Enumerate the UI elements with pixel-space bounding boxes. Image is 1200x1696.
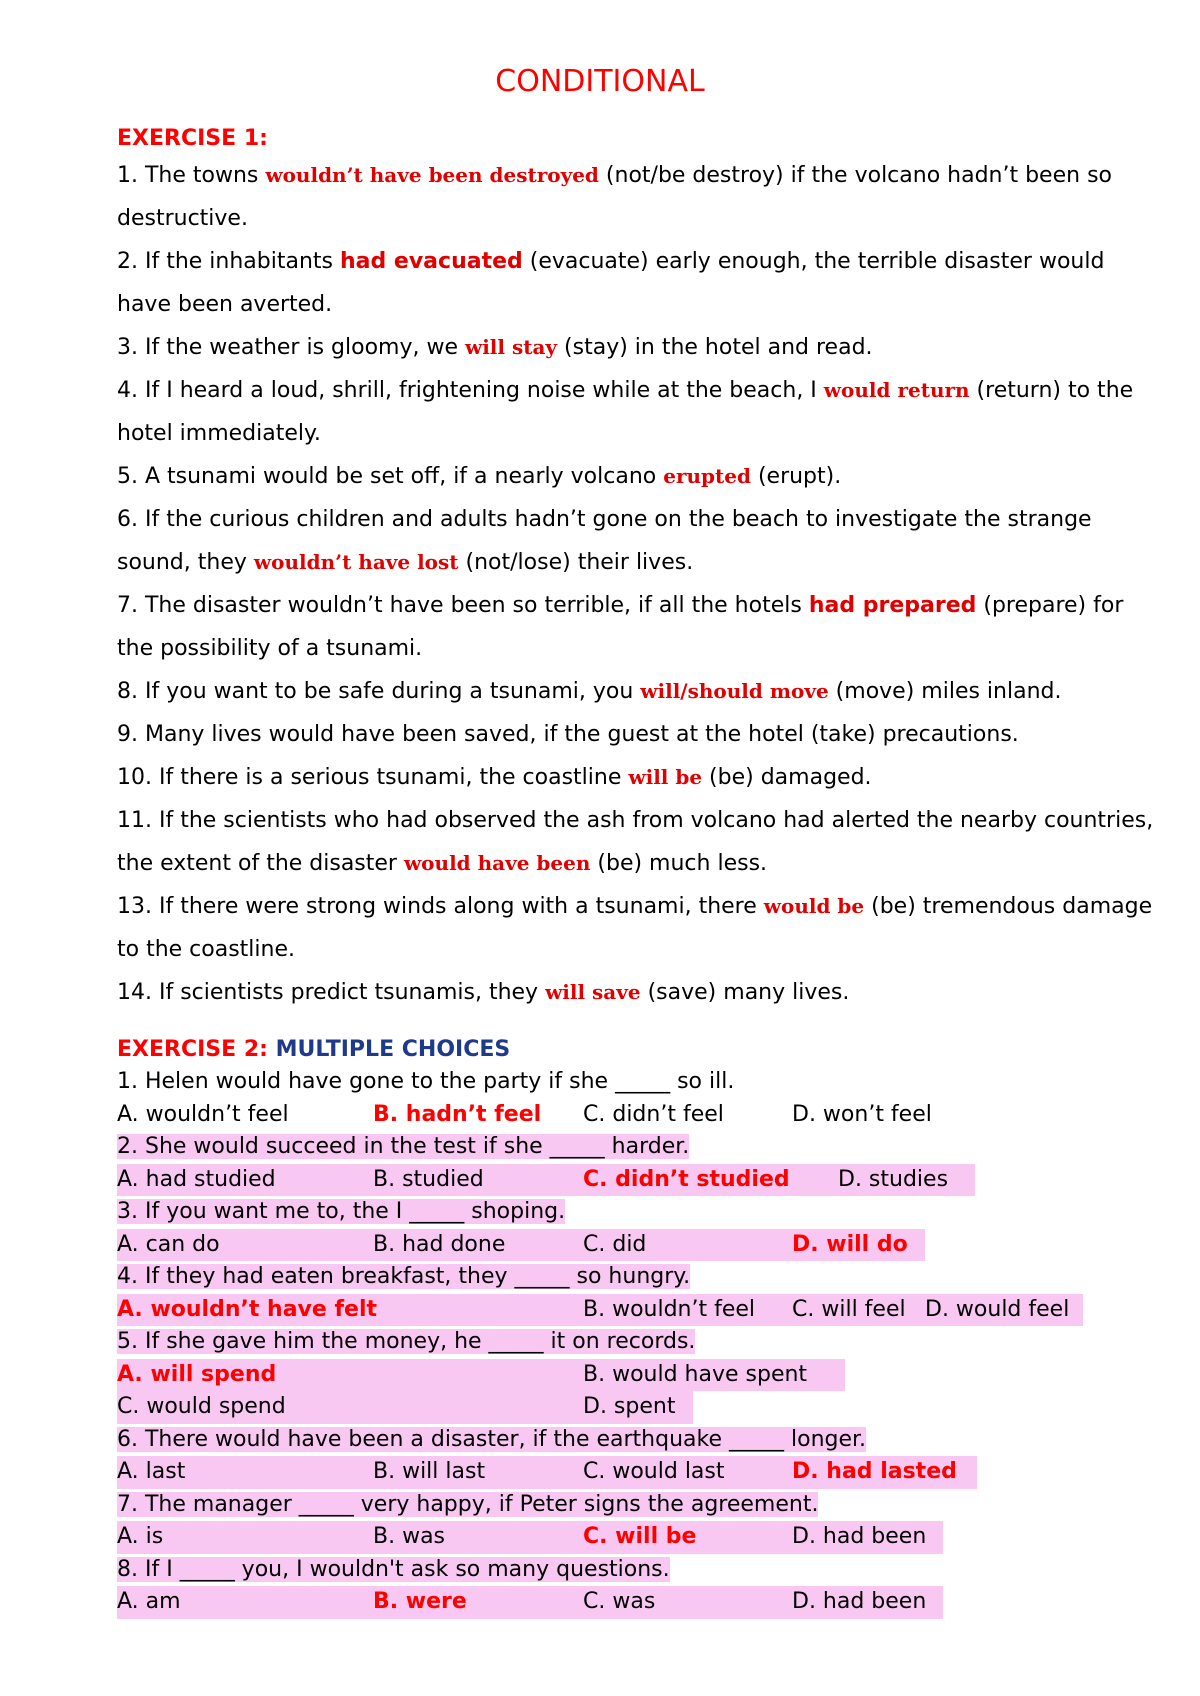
list-item [117,756,1157,799]
item-text: (stay) in the hotel and read. [557,335,873,360]
item-text: 3. If the weather is gloomy, we [117,335,465,360]
option-a: A. am [117,1589,181,1614]
answer: had evacuated [340,249,523,274]
list-item [117,713,1157,756]
question-2 [117,1131,1157,1164]
option-c: C. did [583,1231,647,1257]
item-text: (be) much less. [590,851,768,876]
option-d-correct: D. will do [792,1231,908,1257]
options-row-7 [117,1521,1157,1554]
option-c-correct: C. will be [583,1524,697,1549]
item-text: 10. If there is a serious tsunami, the coastline [117,765,629,790]
item-text: (be) tremendous damage to the coastline. [117,894,1153,962]
list-item [117,885,1157,971]
list-item [117,455,1157,498]
exercise-2-label: EXERCISE 2: [117,1037,268,1062]
item-text: (be) damaged. [702,765,872,790]
answer: wouldn’t have been destroyed [265,163,599,187]
options-row-2 [117,1164,1157,1197]
answer: would be [763,894,865,918]
options-row-8 [117,1586,1157,1619]
exercise-2 [117,1034,1157,1619]
list-item [117,670,1157,713]
options-row-6 [117,1456,1157,1489]
list-item [117,498,1157,584]
item-text: 2. If the inhabitants [117,249,340,274]
option-a: A. can do [117,1231,220,1257]
item-text: 9. Many lives would have been saved, if the guest at the hotel (take) precautions. [117,722,1019,747]
option-b: B. wouldn’t feel [583,1296,756,1322]
answer: would return [823,378,970,402]
item-text: (move) miles inland. [828,679,1062,704]
exercise-1-list [117,154,1157,1014]
question-text: 2. She would succeed in the test if she _____ harder. [117,1134,690,1159]
answer: will save [545,980,641,1004]
option-a-correct: A. wouldn’t have felt [117,1296,378,1322]
list-item [117,971,1157,1014]
page-title: CONDITIONAL [495,64,705,99]
item-text: (erupt). [750,464,842,489]
answer: would have been [403,851,591,875]
option-b: B. would have spent [583,1361,808,1387]
question-4 [117,1261,1157,1294]
question-text: 7. The manager _____ very happy, if Peter signs the agreement. [117,1491,819,1517]
option-a: A. is [117,1524,164,1549]
list-item [117,240,1157,326]
item-text: 8. If you want to be safe during a tsunami, you [117,679,641,704]
question-6 [117,1424,1157,1457]
options-row-5a [117,1359,1157,1392]
options-row-4 [117,1294,1157,1327]
answer: will/should move [640,679,829,703]
option-c: C. would last [583,1459,725,1484]
question-text: 5. If she gave him the money, he _____ it on records. [117,1329,696,1354]
item-text: (prepare) for the possibility of a tsunami. [117,593,1124,661]
item-text: 1. The towns [117,163,266,188]
answer: will stay [464,335,558,359]
option-b: B. will last [373,1459,486,1484]
options-row-1 [117,1099,1157,1132]
list-item [117,584,1157,670]
list-item [117,799,1157,885]
list-item [117,369,1157,455]
option-c: C. was [583,1589,656,1614]
list-item [117,154,1157,240]
options-row-3 [117,1229,1157,1262]
exercise-2-subheading: MULTIPLE CHOICES [275,1037,511,1062]
option-d-correct: D. had lasted [792,1459,957,1484]
list-item [117,326,1157,369]
option-a-correct: A. will spend [117,1361,277,1387]
option-b-correct: B. were [373,1589,467,1614]
option-a: A. had studied [117,1166,276,1192]
option-d: D. had been [792,1524,927,1549]
question-text: 6. There would have been a disaster, if the earthquake _____ longer. [117,1426,867,1452]
option-b: B. studied [373,1166,484,1192]
answer: had prepared [808,593,977,618]
option-c: C. will feel [792,1296,906,1322]
exercise-1 [117,124,1157,1014]
item-text: (not/be destroy) if the volcano hadn’t been so destructive. [117,163,1112,231]
item-text: (not/lose) their lives. [458,550,694,575]
question-text: 8. If I _____ you, I wouldn't ask so many questions. [117,1556,670,1582]
exercise-1-heading: EXERCISE 1: [117,126,268,151]
question-text: 4. If they had eaten breakfast, they _____ so hungry. [117,1264,691,1289]
question-8 [117,1554,1157,1587]
option-c: C. would spend [117,1394,286,1419]
option-c-correct: C. didn’t studied [583,1166,790,1192]
item-text: 14. If scientists predict tsunamis, they [117,980,546,1005]
item-text: 5. A tsunami would be set off, if a nearly volcano [117,464,664,489]
answer: erupted [663,464,751,488]
item-text: (save) many lives. [640,980,850,1005]
option-d: D. had been [792,1589,927,1614]
item-text: (return) to the hotel immediately. [117,378,1134,446]
answer: wouldn’t have lost [253,550,459,574]
item-text: (evacuate) early enough, the terrible disaster would have been averted. [117,249,1105,317]
options-row-5b [117,1391,1157,1424]
item-text: 13. If there were strong winds along with a tsunami, there [117,894,764,919]
option-b-correct: B. hadn’t feel [373,1101,542,1127]
item-text: 11. If the scientists who had observed the ash from volcano had alerted the nearby countries, the extent of the disaster [117,808,1154,876]
item-text: 7. The disaster wouldn’t have been so terrible, if all the hotels [117,593,809,618]
option-d: D. studies [838,1166,949,1192]
option-c: C. didn’t feel [583,1101,724,1127]
option-d: D. won’t feel [792,1101,932,1127]
item-text: 6. If the curious children and adults hadn’t gone on the beach to investigate the strange sound, they [117,507,1092,575]
question-1: 1. Helen would have gone to the party if she _____ so ill. [117,1069,735,1094]
answer: will be [628,765,703,789]
option-d: D. would feel [925,1296,1070,1322]
question-3 [117,1196,1157,1229]
option-b: B. had done [373,1231,506,1257]
question-5 [117,1326,1157,1359]
option-a: A. last [117,1459,186,1484]
question-text: 3. If you want me to, the I _____ shoping. [117,1199,566,1224]
option-d: D. spent [583,1394,676,1419]
exercise-2-heading [117,1034,1157,1066]
item-text: 4. If I heard a loud, shrill, frightening noise while at the beach, I [117,378,824,403]
option-a: A. wouldn’t feel [117,1101,289,1127]
question-7 [117,1489,1157,1522]
option-b: B. was [373,1524,446,1549]
